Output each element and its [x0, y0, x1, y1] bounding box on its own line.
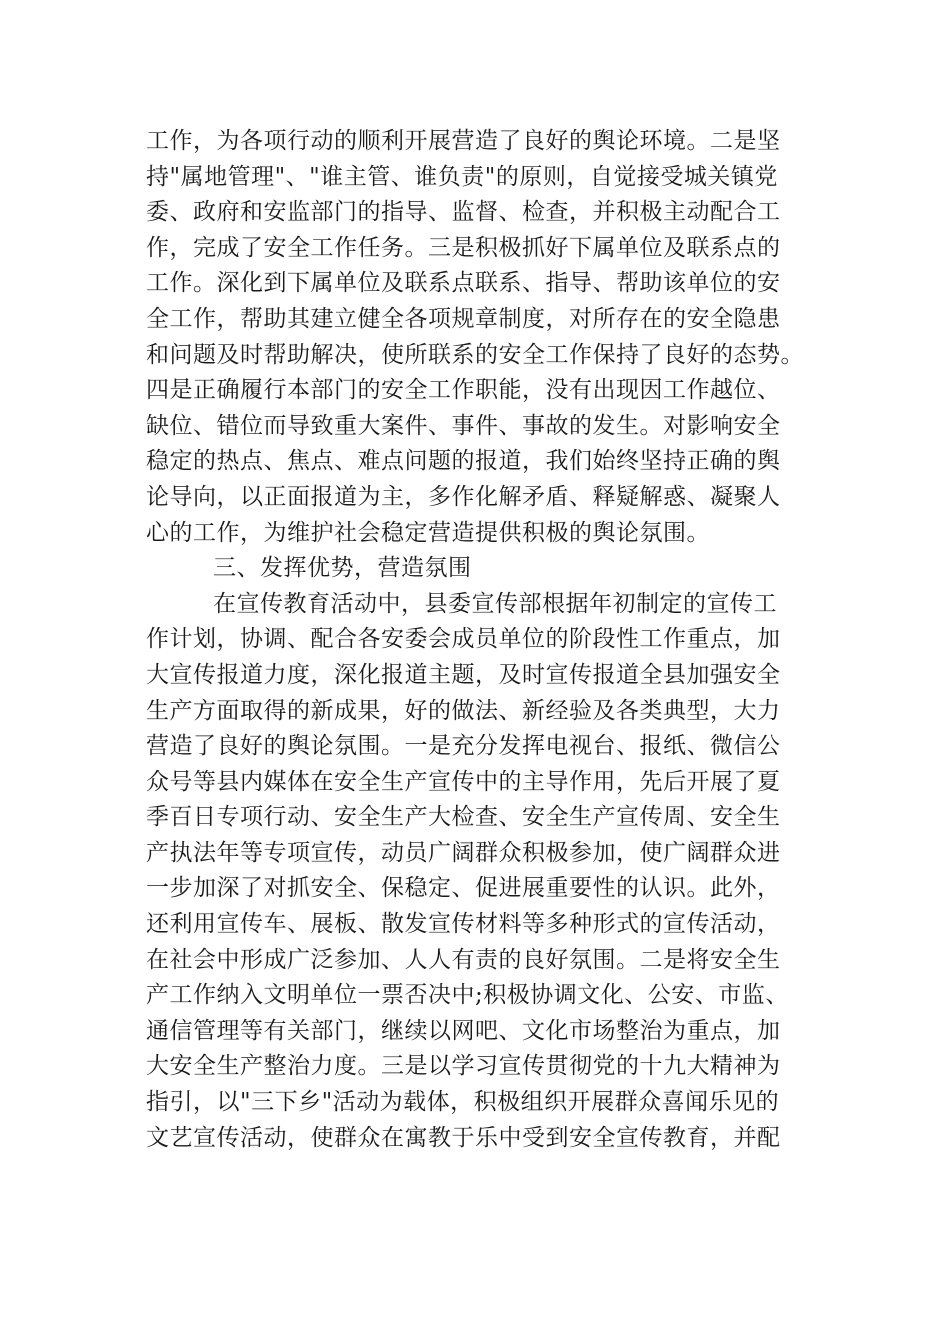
text-line: 工作，为各项行动的顺利开展营造了良好的舆论环境。二是坚 — [146, 128, 781, 154]
body-text — [146, 124, 806, 1156]
text-line: 论导向，以正面报道为主，多作化解矛盾、释疑解惑、凝聚人 — [146, 483, 781, 510]
text-line: 通信管理等有关部门，继续以网吧、文化市场整治为重点，加 — [146, 1017, 781, 1044]
text-line: 一步加深了对抓安全、保稳定、促进展重要性的认识。此外， — [146, 875, 781, 902]
text-line: 委、政府和安监部门的指导、监督、检查，并积极主动配合工 — [146, 199, 781, 226]
text-line: 产执法年等专项宣传，动员广阔群众积极参加，使广阔群众进 — [146, 839, 781, 866]
section-heading: 三、发挥优势，营造氛围 — [213, 555, 472, 582]
text-line: 指引，以"三下乡"活动为载体，积极组织开展群众喜闻乐见的 — [146, 1089, 780, 1116]
text-line: 生产方面取得的新成果，好的做法、新经验及各类典型，大力 — [146, 697, 781, 724]
text-line: 大宣传报道力度，深化报道主题，及时宣传报道全县加强安全 — [146, 661, 781, 688]
text-line: 持"属地管理"、"谁主管、谁负责"的原则，自觉接受城关镇党 — [146, 163, 778, 190]
text-line: 大安全生产整治力度。三是以学习宣传贯彻党的十九大精神为 — [146, 1053, 781, 1080]
text-line: 众号等县内媒体在安全生产宣传中的主导作用，先后开展了夏 — [146, 768, 781, 795]
text-line: 在社会中形成广泛参加、人人有责的良好氛围。二是将安全生 — [146, 946, 781, 973]
text-line: 季百日专项行动、安全生产大检查、安全生产宣传周、安全生 — [146, 804, 781, 831]
text-line: 心的工作，为维护社会稳定营造提供积极的舆论氛围。 — [146, 519, 710, 546]
text-line: 在宣传教育活动中，县委宣传部根据年初制定的宣传工 — [213, 590, 777, 617]
text-line: 和问题及时帮助解决，使所联系的安全工作保持了良好的态势。 — [146, 341, 804, 368]
text-line: 还利用宣传车、展板、散发宣传材料等多种形式的宣传活动， — [146, 911, 781, 938]
text-line: 四是正确履行本部门的安全工作职能，没有出现因工作越位、 — [146, 377, 781, 404]
text-line: 作，完成了安全工作任务。三是积极抓好下属单位及联系点的 — [146, 234, 781, 261]
text-line: 文艺宣传活动，使群众在寓教于乐中受到安全宣传教育，并配 — [146, 1124, 781, 1151]
text-line: 稳定的热点、焦点、难点问题的报道，我们始终坚持正确的舆 — [146, 448, 781, 475]
text-line: 产工作纳入文明单位一票否决中;积极协调文化、公安、市监、 — [146, 982, 789, 1009]
text-line: 工作。深化到下属单位及联系点联系、指导、帮助该单位的安 — [146, 270, 781, 297]
text-line: 营造了良好的舆论氛围。一是充分发挥电视台、报纸、微信公 — [146, 733, 781, 760]
text-line: 作计划，协调、配合各安委会成员单位的阶段性工作重点，加 — [146, 626, 781, 653]
text-line: 全工作，帮助其建立健全各项规章制度，对所存在的安全隐患 — [146, 305, 781, 332]
text-line: 缺位、错位而导致重大案件、事件、事故的发生。对影响安全 — [146, 412, 781, 439]
